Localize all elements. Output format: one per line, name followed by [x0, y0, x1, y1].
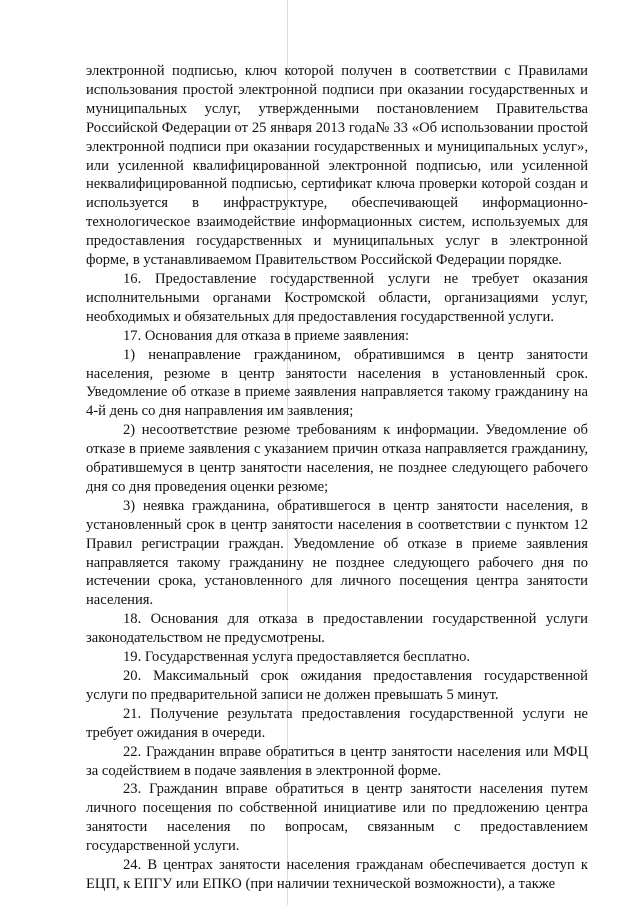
paragraph-17-item-2: 2) несоответствие резюме требованиям к информации. Уведомление об отказе в приеме заявления с указанием причин отказа направляется гражданину, обратившемуся в центр занятости населения, не позднее следующего рабочего дня со дня проведения оценки резюме;: [86, 422, 588, 495]
paragraph-22: 22. Гражданин вправе обратиться в центр занятости населения или МФЦ за содействием в подаче заявления в электронной форме.: [86, 743, 588, 779]
document-body: [86, 62, 588, 894]
paragraph-16: 16. Предоставление государственной услуги не требует оказания исполнительными органами Костромской области, организациями услуг, необходимых и обязательных для предоставления государственной услуги.: [86, 270, 588, 325]
paragraph-continuation: электронной подписью, ключ которой получен в соответствии с Правилами использования простой электронной подписи при оказании государственных и муниципальных услуг, утвержденными постановлением Правительства Российской Федерации от 25 января 2013 года№ 33 «Об использовании простой электронной подписи при оказании государственных и муниципальных услуг», или усиленной квалифицированной электронной подписью, или усиленной неквалифицированной подписью, сертификат ключа проверки которой создан и используется в инфраструктуре, обеспечивающей информационно-технологическое взаимодействие информационных систем, используемых для предоставления государственных и муниципальных услуг в электронной форме, в устанавливаемом Правительством Российской Федерации порядке.: [86, 63, 588, 269]
paragraph-19: 19. Государственная услуга предоставляется бесплатно.: [123, 649, 471, 666]
paragraph-20: 20. Максимальный срок ожидания предоставления государственной услуги по предварительной записи не должен превышать 5 минут.: [86, 668, 588, 703]
paragraph-17-item-1: 1) ненаправление гражданином, обратившимся в центр занятости населения, резюме в центр занятости населения в установленный срок. Уведомление об отказе в приеме заявления направляется такому гражданину на 4-й день со дня направления им заявления;: [86, 346, 588, 420]
paragraph-17-item-3: 3) неявка гражданина, обратившегося в центр занятости населения, в установленный срок в центр занятости населения в соответствии с пунктом 12 Правил регистрации граждан. Уведомление об отказе в приеме заявления направляется такому гражданину не позднее следующего рабочего дня по истечении срока, установленного для личного посещения центра занятости населения.: [86, 497, 588, 609]
paragraph-17: 17. Основания для отказа в приеме заявления:: [123, 327, 410, 344]
paragraph-18: 18. Основания для отказа в предоставлении государственной услуги законодательством не предусмотрены.: [86, 611, 588, 647]
paragraph-24: 24. В центрах занятости населения гражданам обеспечивается доступ к ЕЦП, к ЕПГУ или ЕПКО (при наличии технической возможности), а также: [86, 857, 588, 892]
paragraph-21: 21. Получение результата предоставления государственной услуги не требует ожидания в очереди.: [86, 705, 588, 741]
paragraph-23: 23. Гражданин вправе обратиться в центр занятости населения путем личного посещения по собственной инициативе или по предложению центра занятости населения по вопросам, связанным с предоставлением государственной услуги.: [86, 781, 588, 855]
